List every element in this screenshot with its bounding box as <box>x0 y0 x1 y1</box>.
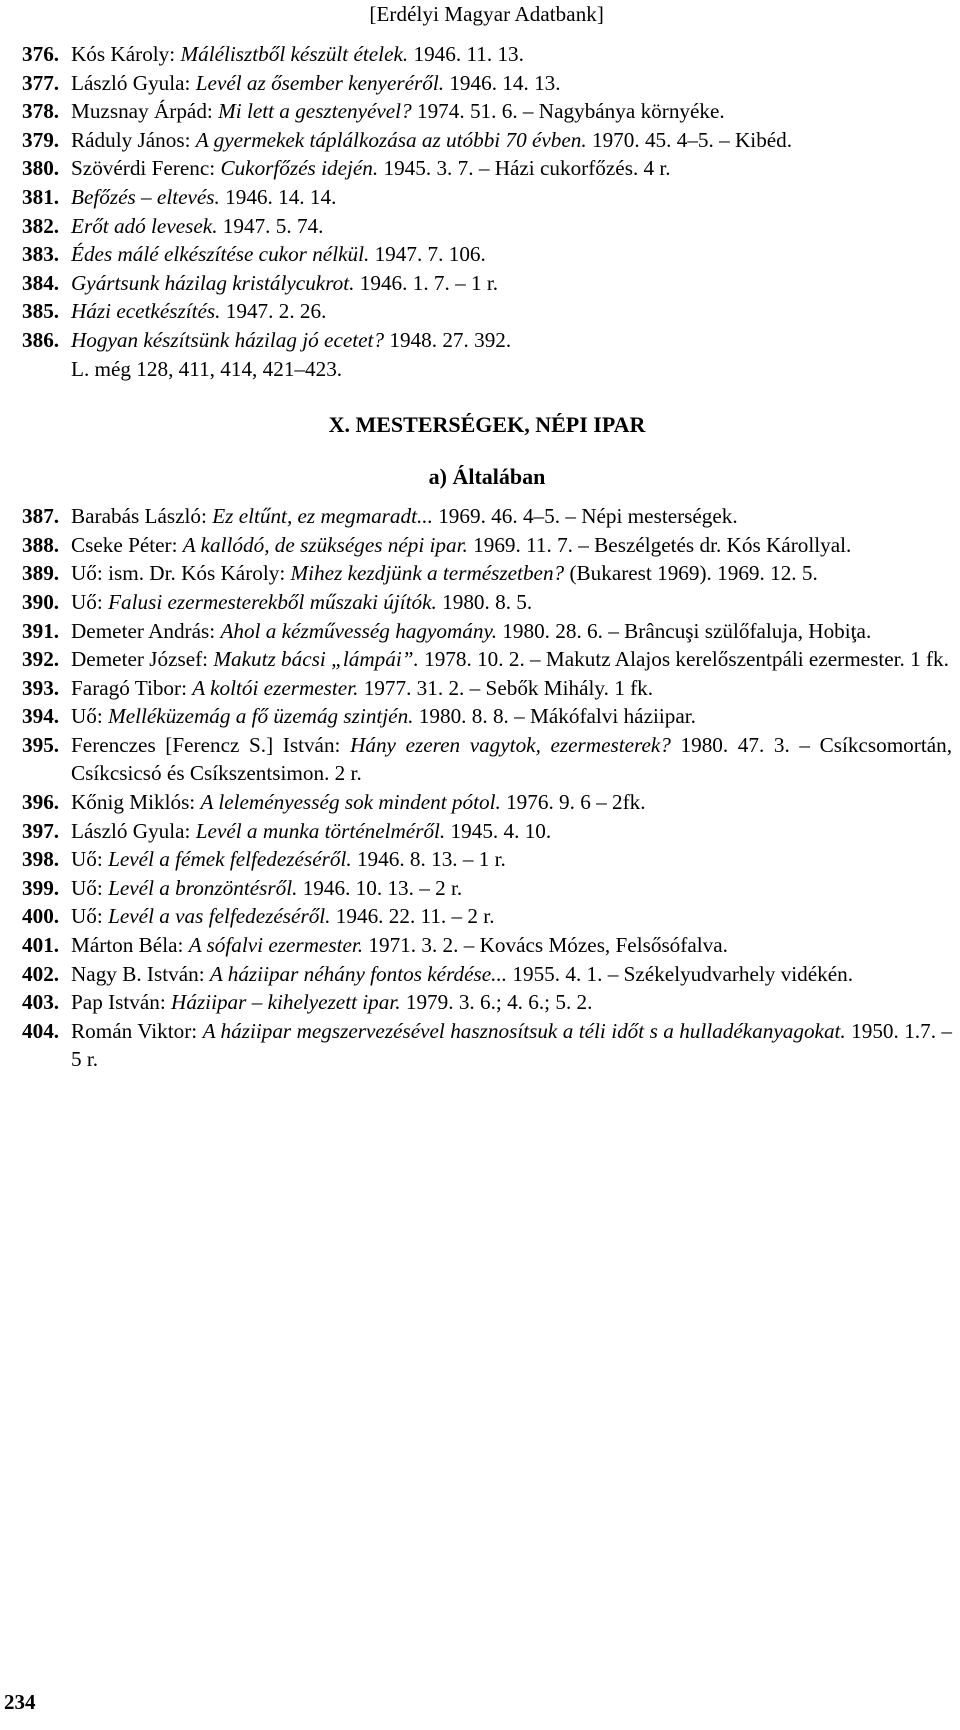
bibliography-entry <box>22 40 952 69</box>
entry-title: Ez eltűnt, ez megmaradt... <box>212 504 433 529</box>
entry-number: 380. <box>22 156 60 181</box>
entry-citation: 1950. 1.7. – 5 r. <box>71 1018 952 1072</box>
bibliography-entry <box>22 702 952 731</box>
entry-citation: 1980. 8. 5. <box>436 589 533 614</box>
entry-title: Hogyan készítsünk házilag jó ecetet? <box>71 327 385 352</box>
entry-list-food <box>22 40 952 355</box>
entry-citation: 1947. 2. 26. <box>220 299 327 324</box>
entry-author: Muzsnay Árpád: <box>71 99 219 124</box>
entry-citation: 1945. 3. 7. – Házi cukorfőzés. 4 r. <box>378 156 671 181</box>
entry-number: 385. <box>22 299 60 324</box>
bibliography-entry <box>22 617 952 646</box>
bibliography-entry <box>22 931 952 960</box>
entry-title: A háziipar néhány fontos kérdése... <box>209 961 508 986</box>
entry-title: Édes málé elkészítése cukor nélkül. <box>71 242 370 267</box>
bibliography-entry <box>22 960 952 989</box>
entry-citation: 1946. 8. 13. – 1 r. <box>351 847 506 872</box>
bibliography-entry <box>22 502 952 531</box>
entry-number: 377. <box>22 70 60 95</box>
see-also-note: L. még 128, 411, 414, 421–423. <box>71 356 343 381</box>
entry-number: 393. <box>22 675 60 700</box>
entry-title: Falusi ezermesterekből műszaki újítók. <box>108 589 437 614</box>
entry-number: 395. <box>22 732 60 757</box>
entry-citation: 1971. 3. 2. – Kovács Mózes, Felsősófalva. <box>363 933 728 958</box>
entry-title: Erőt adó levesek. <box>71 213 218 238</box>
entry-title: A kallódó, de szükséges népi ipar. <box>182 532 468 557</box>
entry-citation: 1947. 7. 106. <box>369 242 486 267</box>
entry-author: Demeter József: <box>71 647 214 672</box>
bibliography-entry <box>22 817 952 846</box>
entry-title: Gyártsunk házilag kristálycukrot. <box>71 270 355 295</box>
bibliography-entry <box>22 531 952 560</box>
entry-citation: 1977. 31. 2. – Sebők Mihály. 1 fk. <box>358 675 654 700</box>
entry-title: Ahol a kézművesség hagyomány. <box>220 618 497 643</box>
entry-title: Befőzés – eltevés. <box>71 184 220 209</box>
entry-number: 388. <box>22 532 60 557</box>
bibliography-entry <box>22 154 952 183</box>
entry-number: 384. <box>22 270 60 295</box>
entry-citation: 1955. 4. 1. – Székelyudvarhely vidékén. <box>507 961 854 986</box>
entry-author: Kőnig Miklós: <box>71 790 201 815</box>
entry-number: 379. <box>22 127 60 152</box>
entry-citation: 1946. 11. 13. <box>408 42 524 66</box>
bibliography-entry <box>22 297 952 326</box>
entry-title: Cukorfőzés idején. <box>220 156 379 181</box>
entry-number: 383. <box>22 242 60 267</box>
entry-author: Barabás László: <box>71 504 213 529</box>
entry-author: Márton Béla: <box>71 933 189 958</box>
bibliography-entry <box>22 902 952 931</box>
bibliography-entry <box>22 845 952 874</box>
entry-number: 398. <box>22 847 60 872</box>
entry-author: László Gyula: <box>71 818 196 843</box>
bibliography-entry <box>22 240 952 269</box>
entry-number: 387. <box>22 504 60 529</box>
entry-citation: 1947. 5. 74. <box>217 213 324 238</box>
entry-citation: 1979. 3. 6.; 4. 6.; 5. 2. <box>400 990 593 1015</box>
entry-title: Levél a munka történelméről. <box>195 818 446 843</box>
entry-author: László Gyula: <box>71 70 196 95</box>
entry-citation: 1946. 1. 7. – 1 r. <box>354 270 499 295</box>
entry-author: Nagy B. István: <box>71 961 210 986</box>
page-header: [Erdélyi Magyar Adatbank] <box>369 2 604 26</box>
entry-citation: 1978. 10. 2. – Makutz Alajos kerelőszentpáli ezermester. 1 fk. <box>418 647 949 672</box>
entry-citation: 1974. 51. 6. – Nagybánya környéke. <box>411 99 725 124</box>
entry-number: 390. <box>22 589 60 614</box>
entry-author: Uő: ism. Dr. Kós Károly: <box>71 561 291 586</box>
entry-title: Hány ezeren vagytok, ezermesterek? <box>350 732 671 757</box>
entry-number: 400. <box>22 904 60 929</box>
bibliography-entry <box>22 988 952 1017</box>
entry-citation: 1976. 9. 6 – 2fk. <box>500 790 646 815</box>
entry-title: A leleményesség sok mindent pótol. <box>200 790 501 815</box>
entry-number: 391. <box>22 618 60 643</box>
bibliography-entry <box>22 126 952 155</box>
entry-number: 376. <box>22 42 60 66</box>
entry-number: 389. <box>22 561 60 586</box>
entry-title: A koltói ezermester. <box>192 675 359 700</box>
entry-title: A gyermekek táplálkozása az utóbbi 70 évben. <box>195 127 587 152</box>
bibliography-entry <box>22 326 952 355</box>
bibliography-entry <box>22 874 952 903</box>
entry-citation: 1946. 14. 13. <box>444 70 561 95</box>
entry-title: Melléküzemág a fő üzemág szintjén. <box>108 704 414 729</box>
entry-number: 392. <box>22 647 60 672</box>
entry-number: 386. <box>22 327 60 352</box>
entry-number: 378. <box>22 99 60 124</box>
entry-citation: 1980. 47. 3. – Csíkcsomortán, Csíkcsicsó és Csíkszentsimon. 2 r. <box>71 732 953 786</box>
subsection-title: a) Általában <box>428 464 546 490</box>
entry-author: Pap István: <box>71 990 172 1015</box>
entry-number: 381. <box>22 184 60 209</box>
entry-author: Uő: <box>71 589 109 614</box>
entry-author: Ráduly János: <box>71 127 196 152</box>
bibliography-entry <box>22 212 952 241</box>
entry-citation: 1945. 4. 10. <box>445 818 552 843</box>
bibliography-entry <box>22 731 952 788</box>
entry-citation: 1969. 11. 7. – Beszélgetés dr. Kós Károllyal. <box>467 532 852 557</box>
entry-number: 403. <box>22 990 60 1015</box>
bibliography-entry <box>22 788 952 817</box>
entry-citation: 1980. 28. 6. – Brâncuşi szülőfaluja, Hobiţa. <box>497 618 872 643</box>
entry-title: Mi lett a gesztenyével? <box>218 99 412 124</box>
section-title: X. MESTERSÉGEK, NÉPI IPAR <box>328 412 646 438</box>
entry-citation: 1970. 45. 4–5. – Kibéd. <box>586 127 793 152</box>
entry-citation: 1946. 10. 13. – 2 r. <box>297 875 463 900</box>
bibliography-entry <box>22 97 952 126</box>
entry-title: Makutz bácsi „lámpái”. <box>213 647 419 672</box>
entry-citation: 1946. 22. 11. – 2 r. <box>330 904 495 929</box>
entry-author: Uő: <box>71 904 109 929</box>
entry-number: 404. <box>22 1018 60 1043</box>
entry-author: Kós Károly: <box>71 42 181 66</box>
entry-citation: 1946. 14. 14. <box>219 184 337 209</box>
entry-author: Ferenczes [Ferencz S.] István: <box>71 732 351 757</box>
entry-title: Házi ecetkészítés. <box>71 299 221 324</box>
entry-author: Cseke Péter: <box>71 532 183 557</box>
entry-number: 394. <box>22 704 60 729</box>
entry-title: Mihez kezdjünk a természetben? <box>290 561 565 586</box>
entry-title: Levél az ősember kenyeréről. <box>195 70 445 95</box>
entry-number: 397. <box>22 818 60 843</box>
entry-citation: (Bukarest 1969). 1969. 12. 5. <box>564 561 818 586</box>
entry-author: Uő: <box>71 875 109 900</box>
entry-number: 396. <box>22 790 60 815</box>
entry-title: Levél a fémek felfedezéséről. <box>108 847 352 872</box>
entry-author: Uő: <box>71 704 109 729</box>
bibliography-entry <box>22 269 952 298</box>
bibliography-entry <box>22 674 952 703</box>
bibliography-entry <box>22 1017 952 1074</box>
entry-title: A háziipar megszervezésével hasznosítsuk a téli időt s a hulladékanyagokat. <box>202 1018 846 1043</box>
entry-title: Levél a bronzöntésről. <box>108 875 298 900</box>
entry-title: Háziipar – kihelyezett ipar. <box>171 990 401 1015</box>
entry-title: Málélisztből készült ételek. <box>180 42 409 66</box>
entry-author: Faragó Tibor: <box>71 675 193 700</box>
entry-title: Levél a vas felfedezéséről. <box>108 904 331 929</box>
bibliography-body <box>22 40 952 1074</box>
entry-number: 399. <box>22 875 60 900</box>
entry-citation: 1969. 46. 4–5. – Népi mesterségek. <box>432 504 738 529</box>
entry-author: Demeter András: <box>71 618 221 643</box>
entry-citation: 1980. 8. 8. – Mákófalvi háziipar. <box>413 704 696 729</box>
bibliography-entry <box>22 588 952 617</box>
entry-title: A sófalvi ezermester. <box>188 933 364 958</box>
page-number: 234 <box>4 1690 36 1714</box>
entry-number: 402. <box>22 961 60 986</box>
bibliography-entry <box>22 183 952 212</box>
bibliography-entry <box>22 645 952 674</box>
entry-author: Román Viktor: <box>71 1018 203 1043</box>
entry-author: Uő: <box>71 847 109 872</box>
entry-citation: 1948. 27. 392. <box>384 327 512 352</box>
entry-list-crafts <box>22 502 952 1074</box>
entry-number: 401. <box>22 933 60 958</box>
bibliography-entry <box>22 69 952 98</box>
entry-author: Szövérdi Ferenc: <box>71 156 221 181</box>
entry-number: 382. <box>22 213 60 238</box>
bibliography-entry <box>22 559 952 588</box>
